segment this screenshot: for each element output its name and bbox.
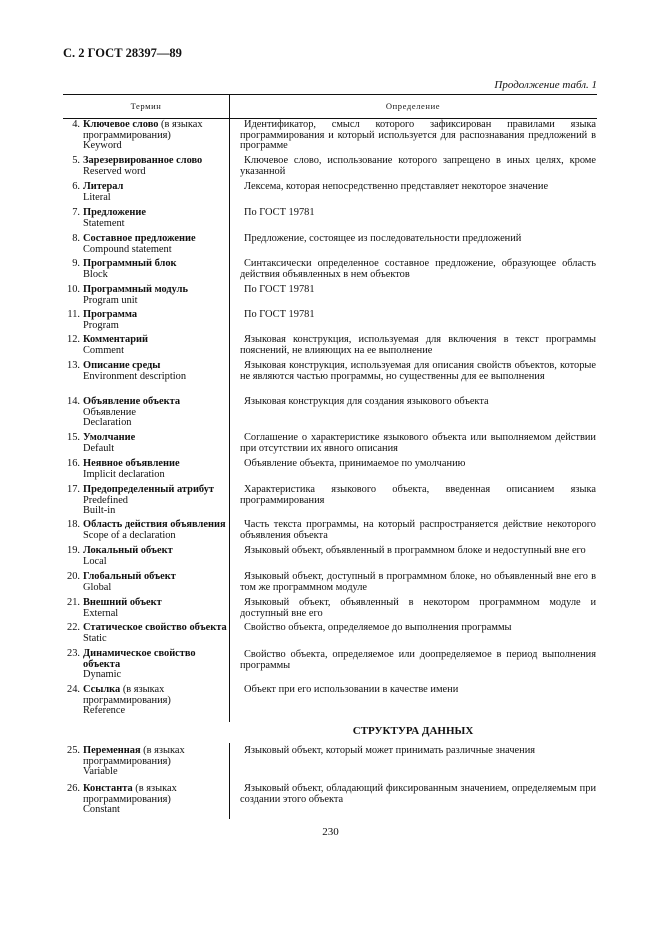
term-number: 21. (67, 597, 80, 608)
term-number: 9. (72, 258, 80, 269)
term-name: Область действия объявления (83, 519, 226, 530)
definition: Языковая конструкция, используемая для описания свойств объектов, которые не являются частью программы, но существенны для ее выполнения (240, 360, 596, 382)
definition: Характеристика языкового объекта, введенная описанием языка программирования (240, 484, 596, 506)
definition: Объявление объекта, принимаемое по умолчанию (244, 458, 466, 469)
term-number: 8. (72, 233, 80, 244)
term-name: Локальный объект (83, 545, 173, 556)
definition: Соглашение о характеристике языкового объекта или выполняемом действии при отсутствии их явного описания (240, 432, 596, 454)
term (83, 259, 229, 280)
term-name: Ссылка (83, 684, 121, 695)
term-number: 24. (67, 684, 80, 695)
term (83, 310, 229, 331)
page-header: С. 2 ГОСТ 28397—89 (63, 46, 182, 60)
term-number: 15. (67, 432, 80, 443)
term-number: 22. (67, 622, 80, 633)
term (83, 156, 229, 177)
definition: Языковый объект, доступный в программном блоке, но объявленный вне его в том же программном модуле (240, 571, 596, 593)
definition: Языковый объект, объявленный в некотором программном модуле и доступный вне его (240, 597, 596, 619)
term-english: External (83, 607, 119, 619)
term-english: Compound statement (83, 243, 172, 255)
definition: Предложение, состоящее из последовательности предложений (244, 233, 522, 244)
term-qualifier: (в языках программирования) (83, 745, 185, 767)
term (83, 685, 229, 717)
definition: Синтаксически определенное составное предложение, образующее область действия объявленных в нем объектов (240, 258, 596, 280)
term-number: 26. (67, 783, 80, 794)
term-name: Динамическое свойство объекта (83, 648, 196, 670)
term-name: Предложение (83, 207, 146, 218)
term-name: Программа (83, 309, 138, 320)
term-number: 4. (72, 119, 80, 130)
term (83, 208, 229, 229)
term-name: Зарезервированное слово (83, 155, 203, 166)
term-english: Reference (83, 705, 126, 717)
definition: Идентификатор, смысл которого зафиксирован правилами языка программирования и который используется для распознавания предложений в программе (240, 119, 596, 152)
table-continuation-label: Продолжение табл. 1 (494, 79, 597, 91)
term-name: Статическое свойство объекта (83, 622, 227, 633)
term (83, 120, 229, 152)
term (83, 182, 229, 203)
term-qualifier: (в языках программирования) (83, 119, 203, 141)
term-name: Составное предложение (83, 233, 196, 244)
term-number: 23. (67, 648, 80, 659)
term-number: 16. (67, 458, 80, 469)
term-name: Объявление объекта (83, 396, 181, 407)
term (83, 485, 229, 517)
column-divider-lower (229, 743, 230, 819)
term (83, 361, 229, 382)
page-number: 230 (322, 826, 339, 838)
term-number: 10. (67, 284, 80, 295)
term-english: Predefined Built-in (83, 494, 129, 517)
term-name: Ключевое слово (83, 119, 159, 130)
definition: Лексема, которая непосредственно представляет некоторое значение (244, 181, 549, 192)
term-english: Program unit (83, 294, 138, 306)
term-english: Implicit declaration (83, 468, 165, 480)
term (83, 784, 229, 816)
term-name: Умолчание (83, 432, 136, 443)
term (83, 335, 229, 356)
term (83, 546, 229, 567)
definition: Языковый объект, обладающий фиксированным значением, определяемым при создании этого объекта (240, 783, 596, 805)
term-number: 7. (72, 207, 80, 218)
term (83, 598, 229, 619)
term-number: 5. (72, 155, 80, 166)
definition: Языковая конструкция для создания языкового объекта (244, 396, 489, 407)
term-name: Глобальный объект (83, 571, 176, 582)
term-name: Комментарий (83, 334, 148, 345)
definition: Языковый объект, объявленный в программном блоке и недоступный вне его (244, 545, 586, 556)
term (83, 397, 229, 429)
table-header (63, 94, 597, 119)
term (83, 285, 229, 306)
term-english: Reserved word (83, 165, 146, 177)
term-number: 11. (67, 309, 80, 320)
term-english: Global (83, 581, 112, 593)
term-english: Объявление Declaration (83, 406, 136, 429)
term-number: 18. (67, 519, 80, 530)
term-english: Block (83, 268, 108, 280)
definition: Объект при его использовании в качестве имени (244, 684, 459, 695)
term (83, 520, 229, 541)
definition: Свойство объекта, определяемое или доопределяемое в период выполнения программы (240, 649, 596, 671)
term-number: 19. (67, 545, 80, 556)
term-name: Предопределенный атрибут (83, 484, 215, 495)
term-english: Dynamic (83, 669, 122, 681)
column-header-term: Термин (130, 101, 162, 111)
term (83, 234, 229, 255)
term-english: Default (83, 442, 115, 454)
term (83, 433, 229, 454)
term-qualifier: (в языках программирования) (83, 684, 171, 706)
term-number: 12. (67, 334, 80, 345)
definition: Свойство объекта, определяемое до выполнения программы (244, 622, 512, 633)
term-english: Variable (83, 766, 118, 778)
definition: По ГОСТ 19781 (244, 207, 315, 218)
term-english: Environment description (83, 370, 187, 382)
term-english: Statement (83, 217, 125, 229)
definition: По ГОСТ 19781 (244, 309, 315, 320)
term-number: 25. (67, 745, 80, 756)
definition: Часть текста программы, на который распространяется действие некоторого объявления объекта (240, 519, 596, 541)
term-english: Scope of a declaration (83, 529, 176, 541)
definition: Языковый объект, который может принимать различные значения (244, 745, 536, 756)
term-english: Local (83, 555, 107, 567)
term-english: Program (83, 319, 119, 331)
term-number: 13. (67, 360, 80, 371)
term-english: Keyword (83, 140, 122, 152)
column-divider-upper (229, 95, 230, 722)
term (83, 649, 229, 681)
term (83, 623, 229, 644)
term-number: 17. (67, 484, 80, 495)
term-number: 14. (67, 396, 80, 407)
section-title: СТРУКТУРА ДАННЫХ (352, 725, 474, 737)
term-name: Неявное объявление (83, 458, 180, 469)
term-number: 20. (67, 571, 80, 582)
term-qualifier: (в языках программирования) (83, 783, 177, 805)
term-english: Constant (83, 804, 120, 816)
term-name: Внешний объект (83, 597, 162, 608)
term-english: Comment (83, 344, 124, 356)
definition: Ключевое слово, использование которого запрещено в иных целях, кроме указанной (240, 155, 596, 177)
term (83, 572, 229, 593)
term (83, 746, 229, 778)
definition: Языковая конструкция, используемая для включения в текст программы пояснений, не влияющих на ее выполнение (240, 334, 596, 356)
term (83, 459, 229, 480)
term-name: Программный блок (83, 258, 177, 269)
term-name: Константа (83, 783, 133, 794)
definition: По ГОСТ 19781 (244, 284, 315, 295)
term-name: Программный модуль (83, 284, 188, 295)
term-name: Переменная (83, 745, 141, 756)
term-number: 6. (72, 181, 80, 192)
term-english: Literal (83, 191, 111, 203)
term-name: Описание среды (83, 360, 161, 371)
column-header-definition: Определение (385, 101, 441, 111)
term-name: Литерал (83, 181, 124, 192)
term-english: Static (83, 632, 107, 644)
